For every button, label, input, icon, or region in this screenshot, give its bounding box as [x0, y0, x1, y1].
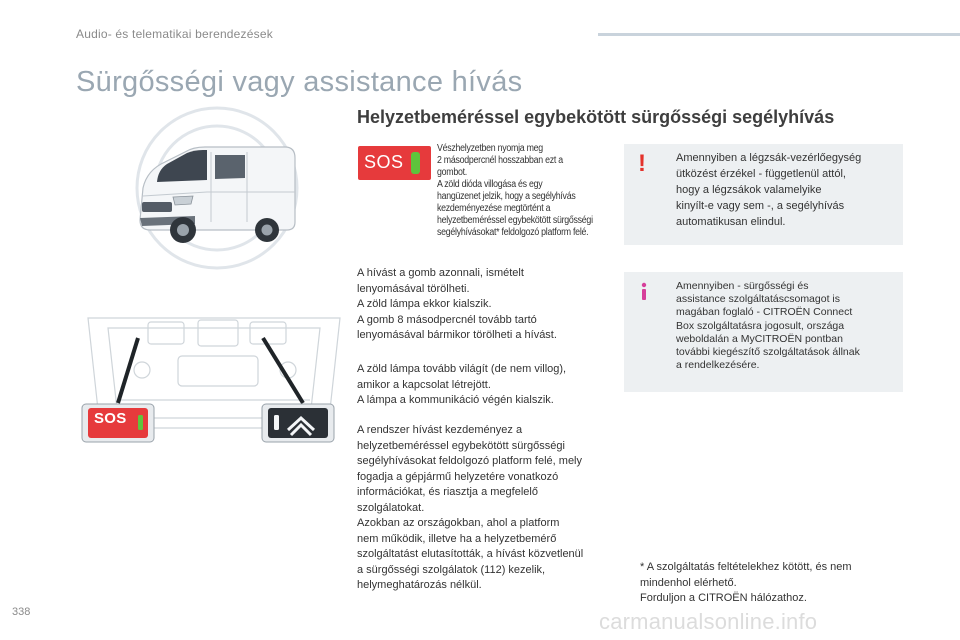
watermark: carmanualsonline.info — [599, 609, 818, 634]
info-box — [624, 272, 903, 392]
warning-box — [624, 144, 903, 245]
footnote: * A szolgáltatás feltételekhez kötött, és nem mindenhol elérhető. Forduljon a CITROËN hálózathoz. — [640, 561, 852, 604]
paragraph-system-call: A rendszer hívást kezdeményez a helyzetbeméréssel egybekötött sürgősségi segélyhívásokat feldolgozó platform felé, mely fogadja a gépjármű helyzetére vonatkozó információkat, és riasztja a megfelelő szolgálatokat. Azokban az országokban, ahol a platform nem működik, illetve ha a helyzetbemérő szolgáltatást elutasították, a hívást közvetlenül a sürgősségi szolgálatok (112) kezelik, helymeghatározás nélkül. — [357, 424, 584, 591]
green-led-icon — [411, 152, 420, 174]
info-icon — [634, 281, 654, 301]
page-title: Sürgősségi vagy assistance hívás — [76, 66, 523, 98]
van-illustration — [95, 100, 340, 275]
header-rule — [598, 33, 960, 36]
page-number: 338 — [12, 606, 31, 618]
roof-console-illustration — [78, 308, 350, 448]
info-text: Amennyiben - sürgősségi és assistance szolgáltatáscsomagot is magában foglaló - CITROËN Connect Box szolgáltatásra jogosult, országa weboldalán a MyCITROËN pontban további kiegészítő szolgáltatások állnak a rendelkezésére. — [676, 280, 860, 372]
header-label: Audio- és telematikai berendezések — [76, 27, 273, 41]
sos-button-icon — [358, 146, 431, 180]
paragraph-cancel-call: A hívást a gomb azonnali, ismételt lenyomásával törölheti. A zöld lámpa ekkor kialszik. A gomb 8 másodpercnél tovább tartó lenyomásával bármikor törölheti a hívást. — [357, 267, 557, 341]
sos-badge-label: SOS — [364, 152, 404, 172]
warning-text: Amennyiben a légzsák-vezérlőegység ütközést érzékel - függetlenül attól, hogy a légzsákok valamelyike kinyílt-e vagy sem -, a segélyhívás automatikusan elindul. — [676, 152, 862, 228]
panel-sos-label: SOS — [94, 410, 127, 427]
section-title: Helyzetbeméréssel egybekötött sürgősségi segélyhívás — [357, 107, 835, 127]
warning-exclamation-icon: ! — [638, 150, 646, 177]
paragraph-green-lamp: A zöld lámpa tovább világít (de nem villog), amikor a kapcsolat létrejött. A lámpa a kommunikáció végén kialszik. — [357, 363, 567, 406]
assistance-button-panel — [262, 404, 334, 442]
van-icon — [140, 147, 295, 243]
press-instruction: Vészhelyzetben nyomja meg 2 másodpercnél hosszabban ezt a gombot. A zöld dióda villogása és egy hangüzenet jelzik, hogy a segélyhívás kezdeményezése megtörtént a helyzetbeméréssel egybekötött sürgősségi segélyhívásokat* feldolgozó platform felé. — [437, 143, 593, 238]
